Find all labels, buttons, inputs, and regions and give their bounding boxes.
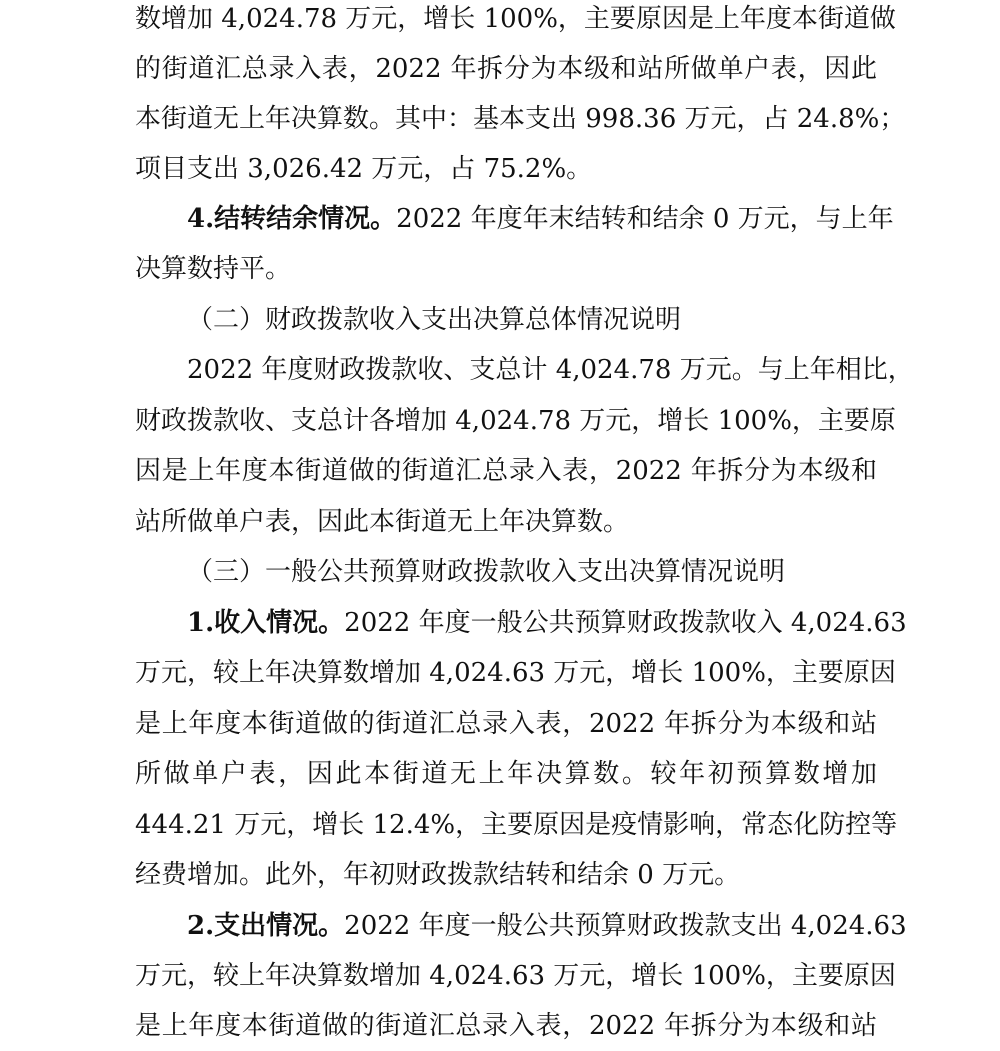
paragraph-line: 是上年度本街道做的街道汇总录入表，2022 年拆分为本级和站 — [135, 1011, 877, 1041]
section-text: 2022 年度年末结转和结余 0 万元，与上年 — [396, 204, 894, 234]
paragraph-line: 的街道汇总录入表，2022 年拆分为本级和站所做单户表，因此 — [135, 54, 877, 84]
paragraph-line: 所做单户表，因此本街道无上年决算数。较年初预算数增加 — [135, 759, 877, 789]
paragraph-line: 是上年度本街道做的街道汇总录入表，2022 年拆分为本级和站 — [135, 709, 877, 739]
section-lead: 2.支出情况。 — [187, 911, 345, 941]
paragraph-line: 财政拨款收、支总计各增加 4,024.78 万元，增长 100%，主要原 — [135, 406, 896, 436]
paragraph-line: 决算数持平。 — [135, 254, 292, 284]
paragraph-line: 经费增加。此外，年初财政拨款结转和结余 0 万元。 — [135, 860, 741, 890]
paragraph-line: 本街道无上年决算数。其中：基本支出 998.36 万元，占 24.8%； — [135, 104, 906, 134]
section-text: 2022 年度一般公共预算财政拨款收入 4,024.63 — [344, 608, 907, 638]
paragraph-line: 因是上年度本街道做的街道汇总录入表，2022 年拆分为本级和 — [135, 456, 877, 486]
section-lead: 4.结转结余情况。 — [187, 204, 397, 234]
paragraph-line — [187, 598, 907, 648]
paragraph-line: 万元，较上年决算数增加 4,024.63 万元，增长 100%，主要原因 — [135, 961, 896, 991]
paragraph-line: 站所做单户表，因此本街道无上年决算数。 — [135, 507, 630, 537]
section-text: 2022 年度一般公共预算财政拨款支出 4,024.63 — [344, 911, 907, 941]
paragraph-line — [187, 901, 907, 951]
paragraph-line — [187, 194, 894, 244]
section-heading: （二）财政拨款收入支出决算总体情况说明 — [187, 305, 682, 335]
paragraph-line: 数增加 4,024.78 万元，增长 100%，主要原因是上年度本街道做 — [135, 4, 896, 34]
paragraph-line: 444.21 万元，增长 12.4%，主要原因是疫情影响，常态化防控等 — [135, 810, 898, 840]
paragraph-line: 万元，较上年决算数增加 4,024.63 万元，增长 100%，主要原因 — [135, 658, 896, 688]
paragraph-line: 2022 年度财政拨款收、支总计 4,024.78 万元。与上年相比， — [187, 355, 914, 385]
paragraph-line: 项目支出 3,026.42 万元，占 75.2%。 — [135, 154, 593, 184]
section-lead: 1.收入情况。 — [187, 608, 345, 638]
section-heading: （三）一般公共预算财政拨款收入支出决算情况说明 — [187, 557, 786, 587]
